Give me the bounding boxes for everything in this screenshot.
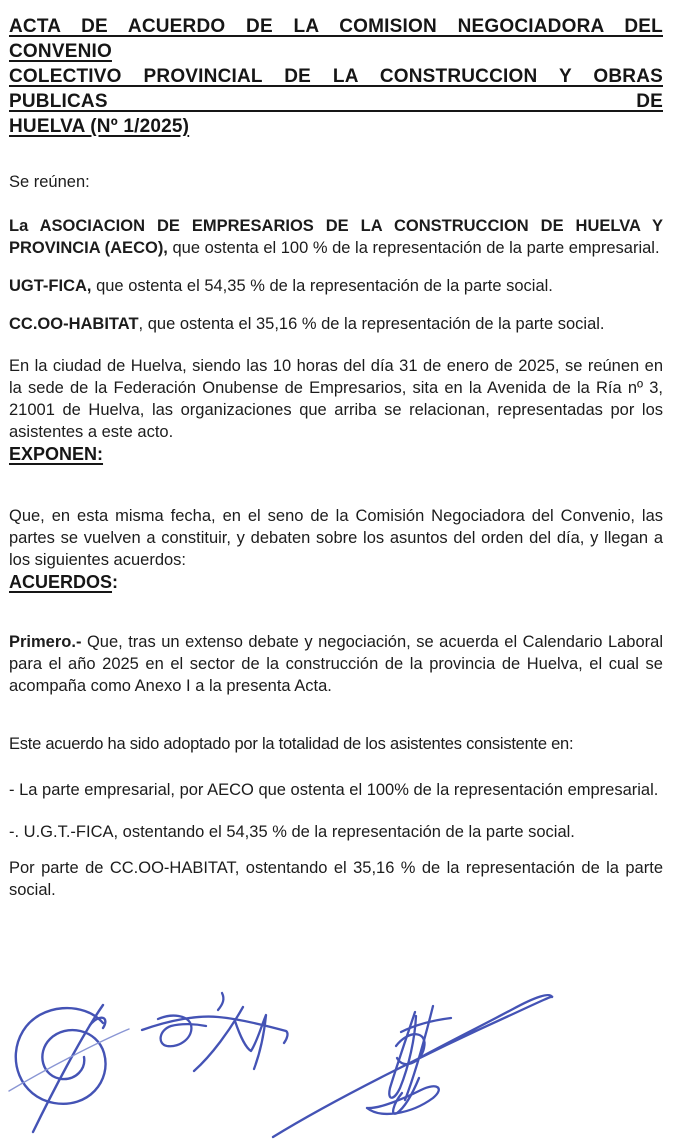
exponen-heading-text: EXPONEN: [9,444,104,464]
intro-line: Se reúnen: [9,173,90,191]
document-title-line-2: COLECTIVO PROVINCIAL DE LA CONSTRUCCION Y OBRAS PUBLICAS DE [9,66,663,112]
adoption-paragraph: Este acuerdo ha sido adoptado por la totalidad de los asistentes consistente en: [9,735,574,753]
primero-paragraph [9,631,663,697]
party-ugt-name: UGT-FICA, [9,277,92,295]
party-aeco [9,215,663,259]
document-title-line-3: HUELVA (Nº 1/2025) [9,116,190,137]
acuerdos-heading [9,571,663,593]
adoption-item-empresarial: - La parte empresarial, por AECO que ostenta el 100% de la representación empresarial. [9,781,659,799]
primero-text: Que, tras un extenso debate y negociación, se acuerda el Calendario Laboral para el año 2025 en el sector de la construcción de la provincia de Huelva, el cual se acompaña como Anexo I a la presenta Acta. [9,633,663,695]
party-ugt-fica [9,275,663,297]
meeting-paragraph: En la ciudad de Huelva, siendo las 10 horas del día 31 de enero de 2025, se reúnen en la sede de la Federación Onubense de Empresarios, sita en la Avenida de la Ría nº 3, 21001 de Huelva, las organizaciones que arriba se relacionan, representadas por los asistentes a este acto. [9,357,663,441]
signature-ugt-fica [140,975,292,1093]
primero-label: Primero.- [9,633,82,651]
adoption-item-ccoo: Por parte de CC.OO-HABITAT, ostentando el 35,16 % de la representación de la parte social. [9,859,663,899]
party-ccoo-name: CC.OO-HABITAT [9,315,139,333]
signature-aeco [6,995,134,1137]
document-title [9,14,663,139]
party-ccoo-habitat [9,313,663,335]
party-aeco-name: La ASOCIACION DE EMPRESARIOS DE LA CONSTRUCCION DE HUELVA Y PROVINCIA (AECO), [9,217,663,257]
signature-ccoo-habitat [263,982,565,1142]
exponen-heading [9,443,663,465]
party-ugt-text: que ostenta el 54,35 % de la representación de la parte social. [91,277,553,295]
party-ccoo-text: , que ostenta el 35,16 % de la representación de la parte social. [138,315,605,333]
adoption-item-ugt: -. U.G.T.-FICA, ostentando el 54,35 % de la representación de la parte social. [9,823,575,841]
exponen-paragraph: Que, en esta misma fecha, en el seno de la Comisión Negociadora del Convenio, las partes se vuelven a constituir, y debaten sobre los asuntos del orden del día, y llegan a los siguientes acuerdos: [9,507,663,569]
party-aeco-text: que ostenta el 100 % de la representación de la parte empresarial. [167,239,660,257]
document-title-line-1: ACTA DE ACUERDO DE LA COMISION NEGOCIADORA DEL CONVENIO [9,16,663,62]
signatures-block [0,965,673,1142]
acuerdos-heading-text: ACUERDOS [9,572,113,592]
acuerdos-heading-colon: : [112,572,119,592]
